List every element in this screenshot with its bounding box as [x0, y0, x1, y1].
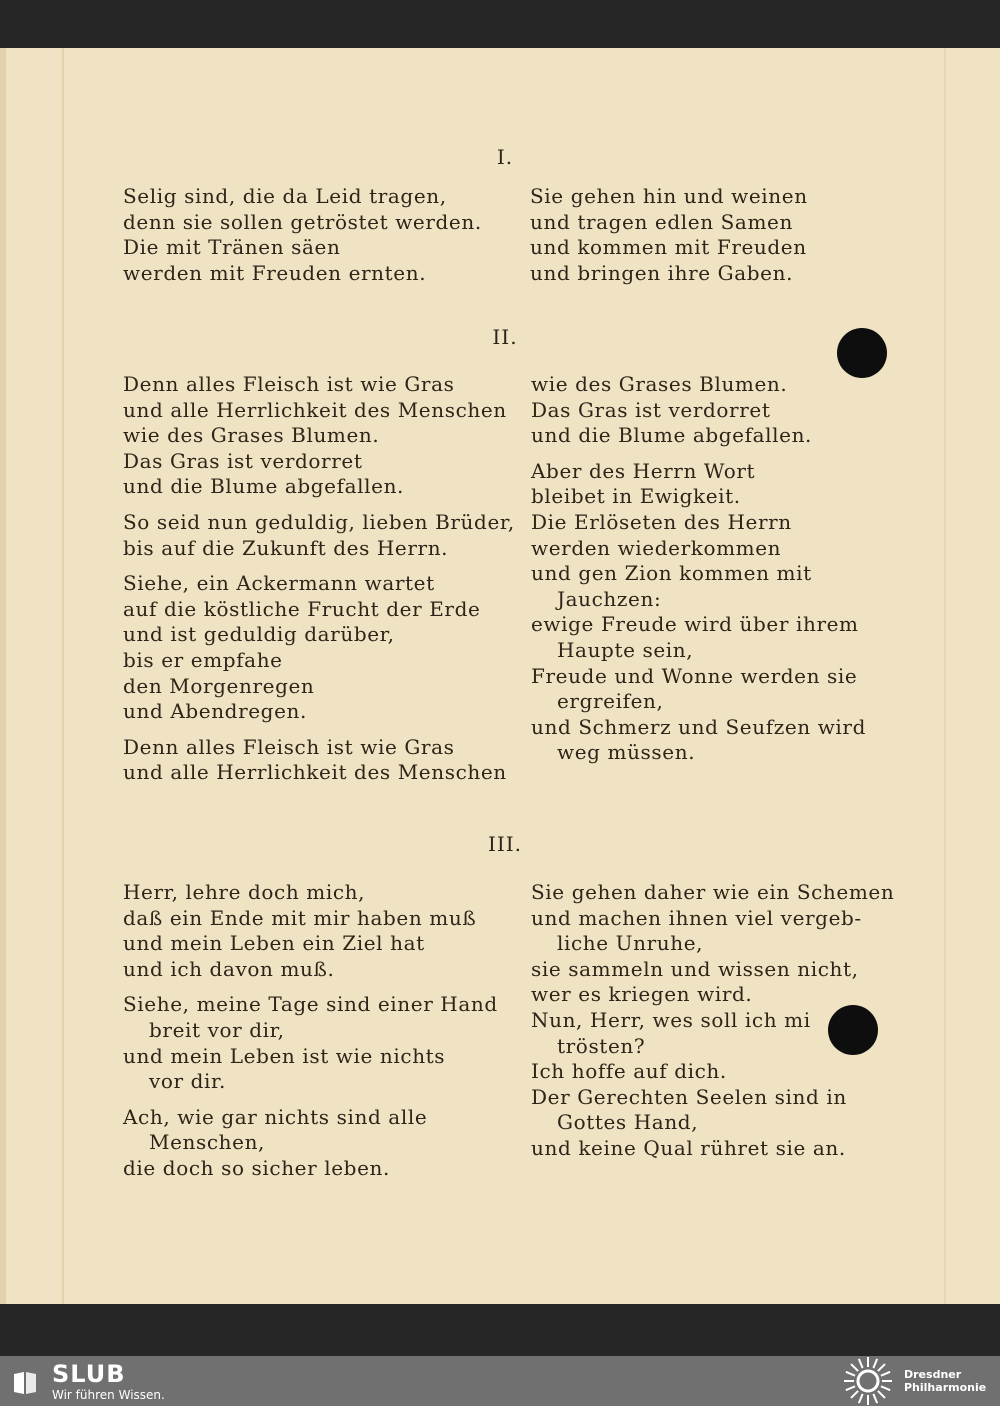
punch-hole-upper [837, 328, 887, 378]
stanza [123, 372, 515, 500]
verse-line: Freude und Wonne werden sie [531, 663, 858, 688]
verse-line: Sie gehen daher wie ein Schemen [531, 880, 895, 904]
verse-line: Nun, Herr, wes soll ich mi [531, 1007, 811, 1032]
slub-logo-text[interactable]: SLUB [52, 1360, 126, 1388]
verse-line: und die Blume abgefallen. [531, 423, 813, 448]
footer-bar [0, 1356, 1000, 1406]
stanza [123, 1105, 498, 1182]
punch-hole-lower [828, 1005, 878, 1055]
verse-line: Ich hoffe auf dich. [531, 1059, 727, 1084]
verse-line: werden wiederkommen [531, 535, 782, 560]
verse-line: und mein Leben ein Ziel hat [123, 931, 425, 956]
slub-book-icon [12, 1370, 38, 1396]
section-3-left-column [123, 880, 498, 1182]
verse-line: Die mit Tränen säen [123, 235, 341, 260]
verse-line: Der Gerechten Seelen sind in [531, 1084, 847, 1109]
verse-line: breit vor dir, [149, 1017, 285, 1042]
stanza [123, 184, 482, 286]
verse-line: den Morgenregen [123, 673, 315, 698]
philharmonie-line-2: Philharmonie [904, 1381, 987, 1394]
verse-line: liche Unruhe, [557, 931, 704, 956]
verse-line: und bringen ihre Gaben. [530, 260, 794, 285]
stanza [531, 372, 866, 449]
section-2-right-column [531, 372, 866, 766]
verse-line: auf die köstliche Frucht der Erde [123, 596, 481, 621]
slub-tagline: Wir führen Wissen. [52, 1388, 165, 1402]
verse-line: Das Gras ist verdorret [531, 397, 771, 422]
scan-top-border [0, 0, 1000, 48]
section-1-right-column [530, 184, 808, 286]
verse-line: und machen ihnen viel vergeb- [531, 905, 862, 930]
section-title-2: II. [492, 325, 518, 349]
verse-line: daß ein Ende mit mir haben muß [123, 905, 477, 930]
verse-line: bis er empfahe [123, 647, 283, 672]
scan-bottom-border [0, 1304, 1000, 1356]
verse-line: ergreifen, [557, 689, 664, 714]
verse-line: und gen Zion kommen mit [531, 561, 812, 586]
verse-line: Die Erlöseten des Herrn [531, 509, 792, 534]
verse-line: bis auf die Zukunft des Herrn. [123, 535, 449, 560]
verse-line: Selig sind, die da Leid tragen, [123, 184, 447, 208]
stanza [123, 880, 498, 982]
verse-line: Menschen, [149, 1130, 266, 1155]
stanza [531, 459, 866, 766]
verse-line: Aber des Herrn Wort [531, 458, 756, 483]
verse-line: und ich davon muß. [123, 956, 335, 981]
verse-line: und alle Herrlichkeit des Menschen [123, 760, 507, 785]
verse-line: weg müssen. [557, 740, 696, 765]
verse-line: und alle Herrlichkeit des Menschen [123, 397, 507, 422]
section-1-left-column [123, 184, 482, 286]
stanza [123, 510, 515, 561]
verse-line: Jauchzen: [557, 586, 662, 611]
philharmonie-sun-icon [842, 1356, 894, 1406]
verse-line: und ist geduldig darüber, [123, 622, 395, 647]
verse-line: Sie gehen hin und weinen [530, 184, 808, 208]
verse-line: und tragen edlen Samen [530, 209, 793, 234]
verse-line: vor dir. [149, 1069, 226, 1094]
philharmonie-logo-text[interactable] [904, 1368, 986, 1394]
verse-line: Siehe, ein Ackermann wartet [123, 571, 435, 596]
stanza [530, 184, 808, 286]
verse-line: Das Gras ist verdorret [123, 448, 363, 473]
page-fold-left [62, 48, 64, 1304]
verse-line: und keine Qual rühret sie an. [531, 1135, 846, 1160]
verse-line: denn sie sollen getröstet werden. [123, 209, 482, 234]
stanza [123, 735, 515, 786]
section-2-left-column [123, 372, 515, 786]
verse-line: und die Blume abgefallen. [123, 474, 405, 499]
verse-line: werden mit Freuden ernten. [123, 260, 427, 285]
philharmonie-line-1: Dresdner [904, 1368, 962, 1381]
verse-line: So seid nun geduldig, lieben Brüder, [123, 509, 515, 534]
page-fold-right [944, 48, 946, 1304]
verse-line: Denn alles Fleisch ist wie Gras [123, 372, 455, 396]
verse-line: sie sammeln und wissen nicht, [531, 956, 859, 981]
verse-line: Denn alles Fleisch ist wie Gras [123, 734, 455, 759]
verse-line: wie des Grases Blumen. [123, 423, 380, 448]
stanza [123, 992, 498, 1094]
document-page [0, 48, 1000, 1304]
section-title-1: I. [496, 145, 514, 169]
verse-line: bleibet in Ewigkeit. [531, 484, 741, 509]
verse-line: Gottes Hand, [557, 1110, 699, 1135]
verse-line: die doch so sicher leben. [123, 1155, 390, 1180]
verse-line: und kommen mit Freuden [530, 235, 807, 260]
verse-line: Haupte sein, [557, 637, 694, 662]
verse-line: und Abendregen. [123, 699, 307, 724]
stanza [123, 571, 515, 725]
verse-line: und mein Leben ist wie nichts [123, 1043, 446, 1068]
verse-line: wie des Grases Blumen. [531, 372, 788, 396]
verse-line: und Schmerz und Seufzen wird [531, 714, 866, 739]
page-edge [0, 48, 6, 1304]
verse-line: ewige Freude wird über ihrem [531, 612, 859, 637]
verse-line: trösten? [557, 1033, 646, 1058]
verse-line: Ach, wie gar nichts sind alle [123, 1104, 428, 1129]
section-title-3: III. [487, 832, 523, 856]
verse-line: Herr, lehre doch mich, [123, 880, 366, 904]
verse-line: Siehe, meine Tage sind einer Hand [123, 992, 498, 1017]
verse-line: wer es kriegen wird. [531, 982, 753, 1007]
